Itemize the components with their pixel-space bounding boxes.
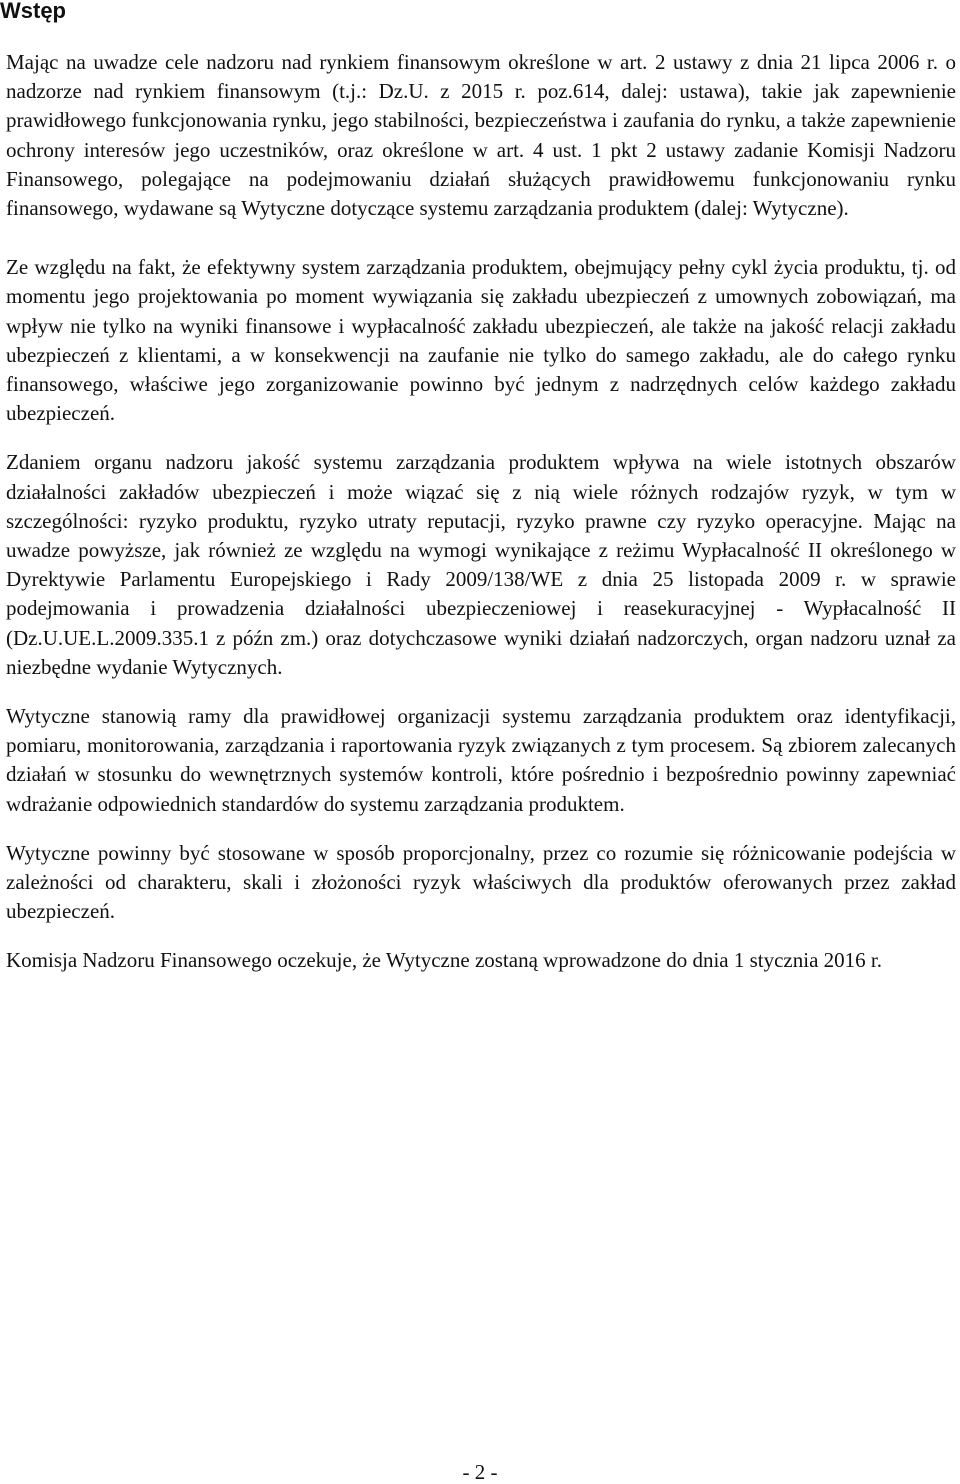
page-number: - 2 - <box>462 1460 498 1484</box>
section-heading: Wstęp <box>0 0 66 23</box>
paragraph-implementation-date: Komisja Nadzoru Finansowego oczekuje, że Wytyczne zostaną wprowadzone do dnia 1 stycznia 2016 r. <box>6 948 882 973</box>
paragraph-intro: Mając na uwadze cele nadzoru nad rynkiem finansowym określone w art. 2 ustawy z dnia 21 lipca 2006 r. o nadzorze nad rynkiem finansowym (t.j.: Dz.U. z 2015 r. poz.614, dalej: ustawa), takie jak zapewnienie prawidłowego funkcjonowania rynku, jego stabilności, bezpieczeństwa i zaufania do rynku, a także zapewnienie ochrony interesów jego uczestników, oraz określone w art. 4 ust. 1 pkt 2 ustawy zadanie Komisji Nadzoru Finansowego, polegające na podejmowaniu działań służących prawidłowemu funkcjonowaniu rynku finansowego, wydawane są Wytyczne dotyczące systemu zarządzania produktem (dalej: Wytyczne). <box>6 50 956 221</box>
paragraph-proportionality: Wytyczne powinny być stosowane w sposób proporcjonalny, przez co rozumie się różnicowanie podejścia w zależności od charakteru, skali i złożoności ryzyk właściwych dla produktów oferowanych przez zakład ubezpieczeń. <box>6 840 956 924</box>
paragraph-guidelines-framework: Wytyczne stanowią ramy dla prawidłowej organizacji systemu zarządzania produktem oraz identyfikacji, pomiaru, monitorowania, zarządzania i raportowania ryzyk związanych z tym procesem. Są zbiorem zalecanych działań w stosunku do wewnętrznych systemów kontroli, które pośrednio i bezpośrednio powinny zapewniać wdrażanie odpowiednich standardów do systemu zarządzania produktem. <box>6 704 956 816</box>
paragraph-supervisory-opinion: Zdaniem organu nadzoru jakość systemu zarządzania produktem wpływa na wiele istotnych obszarów działalności zakładów ubezpieczeń i może wiązać się z nią wiele różnych rodzajów ryzyk, w tym w szczególności: ryzyko produktu, ryzyko utraty reputacji, ryzyko prawne czy ryzyko operacyjne. Mając na uwadze powyższe, jak również ze względu na wymogi wynikające z reżimu Wypłacalność II określonego w Dyrektywie Parlamentu Europejskiego i Rady 2009/138/WE z dnia 25 listopada 2009 r. w sprawie podejmowania i prowadzenia działalności ubezpieczeniowej i reasekuracyjnej - Wypłacalność II (Dz.U.UE.L.2009.335.1 z późn zm.) oraz dotychczasowe wyniki działań nadzorczych, organ nadzoru uznał za niezbędne wydanie Wytycznych. <box>6 450 956 679</box>
paragraph-product-lifecycle: Ze względu na fakt, że efektywny system zarządzania produktem, obejmujący pełny cykl życia produktu, tj. od momentu jego projektowania po moment wywiązania się zakładu ubezpieczeń z umownych zobowiązań, ma wpływ nie tylko na wyniki finansowe i wypłacalność zakładu ubezpieczeń, ale także na jakość relacji zakładu ubezpieczeń z klientami, a w konsekwencji na zaufanie nie tylko do samego zakładu, ale do całego rynku finansowego, właściwe jego zorganizowanie powinno być jednym z nadrzędnych celów każdego zakładu ubezpieczeń. <box>6 255 956 426</box>
